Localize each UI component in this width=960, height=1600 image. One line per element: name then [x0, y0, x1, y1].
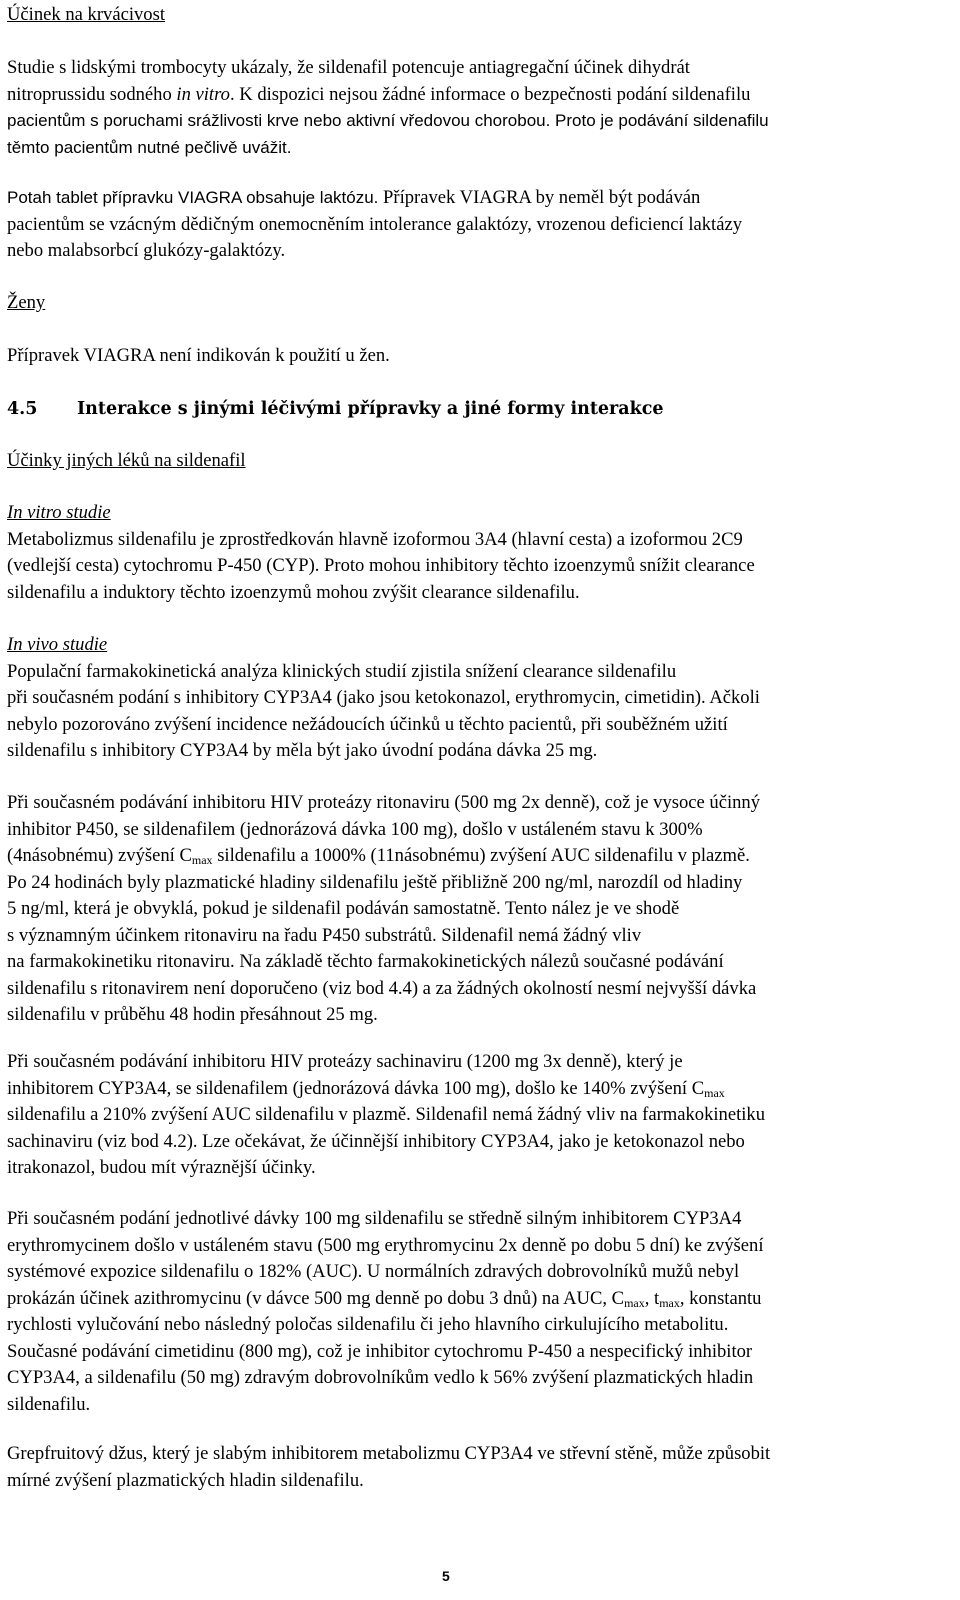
section-number: 4.5 [7, 399, 38, 419]
text-line: prokázán účinek azithromycinu (v dávce 500 mg denně po dobu 3 dnů) na AUC, $C_{max}$, $t_{max}$, konstantu [7, 1287, 762, 1310]
bleeding-heading: Účinek na krvácivost [7, 4, 165, 25]
text-line: Populační farmakokinetická analýza klinických studií zjistila snížení clearance sildenafilu [7, 660, 677, 682]
text-line: Metabolizmus sildenafilu je zprostředkován hlavně izoformou 3A4 (hlavní cesta) a izoformou 2C9 [7, 528, 743, 550]
text-line: nebo malabsorbcí glukózy-galaktózy. [7, 240, 286, 261]
text-line: 5 ng/ml, která je obvyklá, pokud je sildenafil podáván samostatně. Tento nález je ve shodě [7, 898, 680, 919]
text-line: pacientům s poruchami srážlivosti krve nebo aktivní vředovou chorobou. Proto je podávání sildenafilu [7, 111, 769, 130]
text-line: sachinaviru (viz bod 4.2). Lze očekávat, že účinnější inhibitory CYP3A4, jako je ketokonazol nebo [7, 1130, 745, 1152]
text-line: Po 24 hodinách byly plazmatické hladiny sildenafilu ještě přibližně 200 ng/ml, narozdíl od hladiny [7, 871, 743, 893]
text-line: Při současném podání jednotlivé dávky 100 mg sildenafilu se středně silným inhibitorem CYP3A4 [7, 1208, 742, 1229]
text-line: sildenafilu. [7, 1393, 91, 1415]
text-line: sildenafilu a 210% zvýšení AUC sildenafilu v plazmě. Sildenafil nemá žádný vliv na farmakokinetiku [7, 1104, 766, 1125]
section-title: Interakce s jinými léčivými přípravky a jiné formy interakce [77, 399, 664, 419]
text-line: těmto pacientům nutné pečlivě uvážit. [7, 137, 292, 157]
saquinavir-paragraph [7, 1049, 765, 1182]
text-line: sildenafilu s ritonavirem není doporučeno (viz bod 4.4) a za žádných okolností nesmí nejvyšší dávka [7, 977, 757, 999]
text-line: erythromycinem došlo v ustáleném stavu (500 mg erythromycinu 2x denně po dobu 5 dní) ke zvýšení [7, 1234, 764, 1256]
text-line: itrakonazol, budou mít výraznější účinky. [7, 1157, 316, 1178]
in-vitro-section [7, 500, 755, 606]
text-line: systémové expozice sildenafilu o 182% (AUC). U normálních zdravých dobrovolníků mužů nebyl [7, 1261, 740, 1282]
text-line: sildenafilu v průběhu 48 hodin přesáhnout 25 mg. [7, 1004, 378, 1025]
erythromycin-paragraph [7, 1206, 764, 1418]
text-line: Při současném podávání inhibitoru HIV proteázy ritonaviru (500 mg 2x denně), což je vysoce účinný [7, 792, 761, 813]
text-line: (4násobnému) zvýšení $C_{max}$ sildenafilu a 1000% (11násobnému) zvýšení AUC sildenafilu v plazmě. [7, 845, 750, 867]
in-vitro-label: In vitro studie [7, 502, 111, 523]
text-line: na farmakokinetiku ritonaviru. Na základě těchto farmakokinetických nálezů současné podávání [7, 951, 724, 972]
text-line: s významným účinkem ritonaviru na řadu P450 substrátů. Sildenafil nemá žádný vliv [7, 924, 642, 946]
section-heading [7, 396, 664, 422]
text-line: mírné zvýšení plazmatických hladin sildenafilu. [7, 1469, 364, 1491]
text-line: pacientům se vzácným dědičným onemocněním intolerance galaktózy, vrozenou deficiencí laktázy [7, 213, 743, 235]
text-line: inhibitor P450, se sildenafilem (jednorázová dávka 100 mg), došlo v ustáleném stavu k 300% [7, 818, 703, 840]
page-number: 5 [442, 1568, 450, 1584]
text-line: sildenafilu s inhibitory CYP3A4 by měla být jako úvodní podána dávka 25 mg. [7, 740, 598, 761]
in-vivo-section [7, 632, 760, 765]
women-text: Přípravek VIAGRA není indikován k použití u žen. [7, 345, 390, 366]
grapefruit-paragraph [7, 1441, 770, 1494]
text-line: CYP3A4, a sildenafilu (50 mg) zdravým dobrovolníkům vedlo k 56% zvýšení plazmatických hladin [7, 1367, 754, 1388]
text-line: Potah tablet přípravku VIAGRA obsahuje laktózu. Přípravek VIAGRA by neměl být podáván [7, 187, 701, 208]
text-line: Současné podávání cimetidinu (800 mg), což je inhibitor cytochromu P-450 a nespecifický inhibitor [7, 1340, 753, 1362]
text-line: sildenafilu a induktory těchto izoenzymů mohou zvýšit clearance sildenafilu. [7, 581, 580, 603]
women-heading: Ženy [7, 292, 46, 313]
text-line: při současném podání s inhibitory CYP3A4 (jako jsou ketokonazol, erythromycin, cimetidin). Ačkoli [7, 687, 760, 708]
in-vivo-label: In vivo studie [7, 634, 108, 655]
text-line: rychlosti vylučování nebo následný poločas sildenafilu či jeho hlavního cirkulujícího metabolitu. [7, 1314, 729, 1335]
text-line: nitroprussidu sodného in vitro. K dispozici nejsou žádné informace o bezpečnosti podání sildenafilu [7, 83, 751, 105]
text-line: Studie s lidskými trombocyty ukázaly, že sildenafil potencuje antiagregační účinek dihydrát [7, 57, 690, 78]
bleeding-paragraph-2 [7, 185, 742, 265]
bleeding-paragraph-1 [7, 55, 769, 161]
text-line: Grepfruitový džus, který je slabým inhibitorem metabolizmu CYP3A4 ve střevní stěně, může způsobit [7, 1443, 771, 1464]
effects-heading: Účinky jiných léků na sildenafil [7, 450, 246, 471]
text-line: nebylo pozorováno zvýšení incidence nežádoucích účinků u těchto pacientů, při souběžném užití [7, 713, 728, 735]
ritonavir-paragraph [7, 790, 760, 1029]
text-line: (vedlejší cesta) cytochromu P-450 (CYP). Proto mohou inhibitory těchto izoenzymů snížit clearance [7, 555, 755, 576]
text-line: inhibitorem CYP3A4, se sildenafilem (jednorázová dávka 100 mg), došlo ke 140% zvýšení $C_{max}$ [7, 1077, 725, 1100]
text-line: Při současném podávání inhibitoru HIV proteázy sachinaviru (1200 mg 3x denně), který je [7, 1051, 683, 1072]
